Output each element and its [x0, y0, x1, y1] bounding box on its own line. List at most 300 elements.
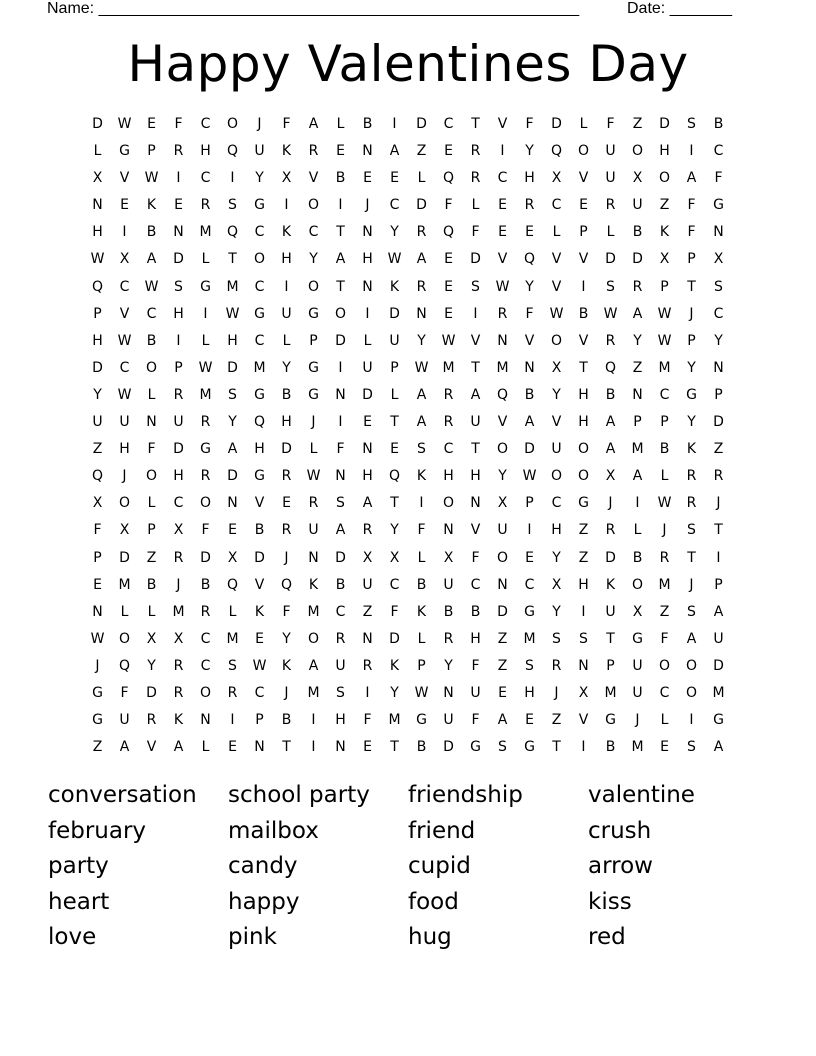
grid-letter[interactable]: U: [632, 684, 643, 701]
grid-letter[interactable]: Y: [282, 630, 291, 647]
grid-letter[interactable]: D: [335, 549, 346, 566]
grid-letter[interactable]: B: [470, 603, 481, 620]
grid-letter[interactable]: G: [254, 386, 265, 403]
grid-letter[interactable]: S: [687, 603, 696, 620]
grid-letter[interactable]: F: [525, 305, 534, 322]
grid-letter[interactable]: A: [713, 739, 724, 756]
grid-letter[interactable]: Z: [416, 143, 427, 160]
grid-letter[interactable]: Q: [226, 143, 239, 160]
grid-letter[interactable]: S: [525, 657, 534, 674]
grid-letter[interactable]: Q: [91, 278, 104, 295]
grid-letter[interactable]: E: [228, 739, 237, 756]
grid-letter[interactable]: O: [199, 684, 212, 701]
grid-letter[interactable]: A: [389, 143, 400, 160]
grid-letter[interactable]: N: [92, 197, 103, 214]
grid-letter[interactable]: W: [252, 657, 267, 674]
grid-letter[interactable]: E: [525, 712, 534, 729]
grid-letter[interactable]: R: [281, 468, 292, 485]
grid-letter[interactable]: E: [444, 305, 453, 322]
grid-letter[interactable]: G: [254, 305, 265, 322]
grid-letter[interactable]: N: [443, 522, 454, 539]
grid-letter[interactable]: I: [365, 305, 370, 322]
grid-letter[interactable]: K: [281, 143, 292, 160]
grid-letter[interactable]: X: [713, 251, 724, 268]
grid-letter[interactable]: L: [579, 116, 588, 132]
grid-letter[interactable]: S: [687, 739, 696, 756]
grid-letter[interactable]: U: [632, 657, 643, 674]
grid-letter[interactable]: G: [92, 712, 103, 729]
grid-letter[interactable]: C: [659, 684, 670, 701]
grid-letter[interactable]: I: [419, 495, 424, 512]
grid-letter[interactable]: Y: [444, 657, 453, 674]
grid-letter[interactable]: H: [443, 468, 454, 485]
grid-letter[interactable]: V: [578, 712, 589, 729]
grid-letter[interactable]: H: [92, 224, 103, 241]
grid-letter[interactable]: E: [390, 441, 399, 458]
grid-letter[interactable]: I: [230, 712, 235, 729]
grid-letter[interactable]: F: [363, 712, 372, 729]
grid-letter[interactable]: G: [524, 603, 535, 620]
grid-letter[interactable]: G: [470, 739, 481, 756]
grid-letter[interactable]: N: [362, 441, 373, 458]
grid-letter[interactable]: V: [578, 332, 589, 349]
grid-letter[interactable]: Z: [92, 441, 103, 458]
grid-letter[interactable]: W: [144, 170, 159, 187]
grid-letter[interactable]: D: [173, 441, 184, 458]
grid-letter[interactable]: N: [146, 414, 157, 431]
grid-letter[interactable]: A: [416, 414, 427, 431]
grid-letter[interactable]: N: [254, 739, 265, 756]
grid-letter[interactable]: D: [551, 116, 562, 132]
grid-letter[interactable]: H: [524, 684, 535, 701]
grid-letter[interactable]: H: [578, 414, 589, 431]
grid-letter[interactable]: N: [497, 332, 508, 349]
grid-letter[interactable]: G: [632, 630, 643, 647]
grid-letter[interactable]: U: [92, 414, 103, 431]
grid-letter[interactable]: P: [687, 332, 696, 349]
grid-letter[interactable]: O: [145, 359, 158, 376]
grid-letter[interactable]: J: [635, 712, 640, 729]
grid-letter[interactable]: W: [603, 305, 618, 322]
grid-letter[interactable]: Q: [496, 386, 509, 403]
grid-letter[interactable]: X: [389, 549, 400, 566]
grid-letter[interactable]: K: [686, 441, 697, 458]
grid-letter[interactable]: J: [95, 657, 100, 674]
grid-letter[interactable]: R: [200, 197, 211, 214]
grid-letter[interactable]: W: [441, 332, 456, 349]
grid-letter[interactable]: D: [524, 441, 535, 458]
grid-letter[interactable]: C: [335, 603, 346, 620]
grid-letter[interactable]: A: [632, 468, 643, 485]
grid-letter[interactable]: J: [716, 495, 721, 512]
grid-letter[interactable]: E: [363, 739, 372, 756]
grid-letter[interactable]: T: [687, 549, 696, 566]
grid-letter[interactable]: Q: [226, 224, 239, 241]
grid-letter[interactable]: Q: [604, 359, 617, 376]
grid-letter[interactable]: E: [660, 739, 669, 756]
grid-letter[interactable]: B: [362, 116, 373, 132]
grid-letter[interactable]: N: [416, 305, 427, 322]
grid-letter[interactable]: C: [200, 116, 211, 132]
grid-letter[interactable]: P: [633, 414, 642, 431]
grid-letter[interactable]: F: [120, 684, 129, 701]
grid-letter[interactable]: M: [631, 441, 644, 458]
grid-letter[interactable]: A: [605, 414, 616, 431]
grid-letter[interactable]: T: [606, 630, 615, 647]
grid-letter[interactable]: H: [173, 305, 184, 322]
grid-letter[interactable]: F: [714, 170, 723, 187]
grid-letter[interactable]: X: [173, 630, 184, 647]
grid-letter[interactable]: X: [362, 549, 373, 566]
grid-letter[interactable]: A: [605, 441, 616, 458]
grid-letter[interactable]: N: [713, 359, 724, 376]
grid-letter[interactable]: O: [253, 251, 266, 268]
grid-letter[interactable]: O: [685, 684, 698, 701]
grid-letter[interactable]: V: [308, 170, 319, 187]
grid-letter[interactable]: L: [120, 603, 129, 620]
grid-letter[interactable]: C: [200, 657, 211, 674]
grid-letter[interactable]: N: [470, 495, 481, 512]
grid-letter[interactable]: Z: [632, 359, 643, 376]
grid-letter[interactable]: O: [307, 278, 320, 295]
grid-letter[interactable]: U: [605, 143, 616, 160]
grid-letter[interactable]: K: [605, 576, 616, 593]
grid-letter[interactable]: W: [657, 332, 672, 349]
grid-letter[interactable]: I: [311, 712, 316, 729]
grid-letter[interactable]: O: [334, 305, 347, 322]
grid-letter[interactable]: T: [390, 414, 399, 431]
grid-letter[interactable]: R: [173, 386, 184, 403]
grid-letter[interactable]: C: [173, 495, 184, 512]
grid-letter[interactable]: E: [525, 224, 534, 241]
grid-letter[interactable]: D: [416, 197, 427, 214]
grid-letter[interactable]: O: [550, 468, 563, 485]
grid-letter[interactable]: F: [444, 197, 453, 214]
grid-letter[interactable]: Y: [714, 332, 723, 349]
grid-letter[interactable]: C: [254, 684, 265, 701]
grid-letter[interactable]: R: [308, 143, 319, 160]
grid-letter[interactable]: H: [173, 468, 184, 485]
grid-letter[interactable]: F: [606, 116, 615, 132]
grid-letter[interactable]: Z: [362, 603, 373, 620]
grid-letter[interactable]: I: [392, 116, 397, 132]
grid-letter[interactable]: V: [551, 251, 562, 268]
grid-letter[interactable]: N: [443, 684, 454, 701]
grid-letter[interactable]: D: [227, 468, 238, 485]
grid-letter[interactable]: R: [173, 684, 184, 701]
grid-letter[interactable]: R: [659, 549, 670, 566]
grid-letter[interactable]: O: [658, 657, 671, 674]
grid-letter[interactable]: N: [713, 224, 724, 241]
grid-letter[interactable]: Z: [578, 549, 589, 566]
grid-letter[interactable]: U: [389, 332, 400, 349]
grid-letter[interactable]: V: [470, 522, 481, 539]
grid-letter[interactable]: B: [713, 116, 724, 132]
grid-letter[interactable]: R: [470, 170, 481, 187]
grid-letter[interactable]: N: [632, 386, 643, 403]
grid-letter[interactable]: A: [497, 712, 508, 729]
grid-letter[interactable]: R: [173, 549, 184, 566]
grid-letter[interactable]: Y: [687, 359, 696, 376]
grid-letter[interactable]: R: [470, 143, 481, 160]
grid-letter[interactable]: T: [579, 359, 588, 376]
grid-letter[interactable]: U: [308, 522, 319, 539]
grid-letter[interactable]: R: [605, 332, 616, 349]
grid-letter[interactable]: U: [470, 684, 481, 701]
grid-letter[interactable]: S: [714, 278, 723, 295]
grid-letter[interactable]: L: [147, 495, 156, 512]
grid-letter[interactable]: D: [335, 332, 346, 349]
grid-letter[interactable]: T: [714, 522, 723, 539]
grid-letter[interactable]: E: [363, 414, 372, 431]
grid-letter[interactable]: A: [227, 441, 238, 458]
grid-letter[interactable]: C: [497, 170, 508, 187]
grid-letter[interactable]: X: [119, 522, 130, 539]
grid-letter[interactable]: D: [92, 359, 103, 376]
grid-letter[interactable]: Q: [523, 251, 536, 268]
grid-letter[interactable]: M: [226, 630, 239, 647]
grid-letter[interactable]: P: [714, 576, 723, 593]
grid-letter[interactable]: Q: [280, 576, 293, 593]
grid-letter[interactable]: Z: [659, 197, 670, 214]
grid-letter[interactable]: A: [335, 522, 346, 539]
grid-letter[interactable]: E: [120, 197, 129, 214]
grid-letter[interactable]: U: [497, 522, 508, 539]
grid-letter[interactable]: O: [658, 170, 671, 187]
grid-letter[interactable]: J: [689, 305, 694, 322]
grid-letter[interactable]: T: [687, 278, 696, 295]
grid-letter[interactable]: E: [390, 170, 399, 187]
grid-letter[interactable]: M: [658, 359, 671, 376]
grid-letter[interactable]: Z: [551, 712, 562, 729]
grid-letter[interactable]: G: [308, 359, 319, 376]
grid-letter[interactable]: A: [524, 414, 535, 431]
grid-letter[interactable]: B: [335, 170, 346, 187]
grid-letter[interactable]: W: [495, 278, 510, 295]
grid-letter[interactable]: P: [606, 657, 615, 674]
grid-letter[interactable]: L: [660, 712, 669, 729]
grid-letter[interactable]: B: [605, 386, 616, 403]
grid-letter[interactable]: M: [307, 684, 320, 701]
grid-letter[interactable]: M: [307, 603, 320, 620]
grid-letter[interactable]: I: [689, 143, 694, 160]
grid-letter[interactable]: U: [335, 657, 346, 674]
grid-letter[interactable]: O: [577, 441, 590, 458]
grid-letter[interactable]: O: [496, 441, 509, 458]
grid-letter[interactable]: B: [416, 739, 427, 756]
grid-letter[interactable]: D: [659, 116, 670, 132]
date-field[interactable]: Date: _______: [627, 0, 732, 17]
grid-letter[interactable]: O: [550, 332, 563, 349]
grid-letter[interactable]: O: [226, 116, 239, 132]
grid-letter[interactable]: Z: [578, 522, 589, 539]
grid-letter[interactable]: H: [227, 332, 238, 349]
grid-letter[interactable]: G: [200, 441, 211, 458]
grid-letter[interactable]: R: [632, 278, 643, 295]
grid-letter[interactable]: J: [176, 576, 181, 593]
grid-letter[interactable]: D: [389, 630, 400, 647]
grid-letter[interactable]: Q: [442, 224, 455, 241]
grid-letter[interactable]: J: [608, 495, 613, 512]
grid-letter[interactable]: C: [200, 170, 211, 187]
grid-letter[interactable]: G: [254, 468, 265, 485]
grid-letter[interactable]: K: [389, 657, 400, 674]
grid-letter[interactable]: W: [90, 630, 105, 647]
grid-letter[interactable]: K: [389, 278, 400, 295]
grid-letter[interactable]: F: [471, 224, 480, 241]
grid-letter[interactable]: X: [632, 170, 643, 187]
grid-letter[interactable]: D: [470, 251, 481, 268]
grid-letter[interactable]: O: [199, 495, 212, 512]
grid-letter[interactable]: E: [579, 197, 588, 214]
grid-letter[interactable]: U: [173, 414, 184, 431]
grid-letter[interactable]: W: [198, 359, 213, 376]
grid-letter[interactable]: W: [657, 495, 672, 512]
grid-letter[interactable]: C: [389, 576, 400, 593]
grid-letter[interactable]: U: [119, 414, 130, 431]
grid-letter[interactable]: T: [390, 739, 399, 756]
grid-letter[interactable]: O: [577, 143, 590, 160]
grid-letter[interactable]: Y: [498, 468, 507, 485]
grid-letter[interactable]: X: [578, 684, 589, 701]
grid-letter[interactable]: F: [390, 603, 399, 620]
grid-letter[interactable]: V: [119, 305, 130, 322]
grid-letter[interactable]: L: [201, 332, 210, 349]
grid-letter[interactable]: I: [581, 603, 586, 620]
grid-letter[interactable]: P: [255, 712, 264, 729]
grid-letter[interactable]: E: [498, 684, 507, 701]
grid-letter[interactable]: D: [497, 603, 508, 620]
grid-letter[interactable]: P: [660, 414, 669, 431]
grid-letter[interactable]: R: [551, 657, 562, 674]
grid-letter[interactable]: F: [282, 603, 291, 620]
grid-letter[interactable]: C: [443, 116, 454, 132]
grid-letter[interactable]: B: [146, 224, 157, 241]
grid-letter[interactable]: U: [281, 305, 292, 322]
grid-letter[interactable]: B: [146, 576, 157, 593]
grid-letter[interactable]: S: [174, 278, 183, 295]
grid-letter[interactable]: M: [496, 359, 509, 376]
grid-letter[interactable]: U: [119, 712, 130, 729]
grid-letter[interactable]: L: [660, 468, 669, 485]
grid-letter[interactable]: X: [659, 251, 670, 268]
grid-letter[interactable]: H: [578, 386, 589, 403]
grid-letter[interactable]: B: [632, 224, 643, 241]
grid-letter[interactable]: M: [523, 630, 536, 647]
grid-letter[interactable]: N: [173, 224, 184, 241]
grid-letter[interactable]: Y: [525, 278, 534, 295]
grid-letter[interactable]: V: [254, 576, 265, 593]
grid-letter[interactable]: S: [498, 739, 507, 756]
grid-letter[interactable]: S: [579, 630, 588, 647]
grid-letter[interactable]: J: [284, 549, 289, 566]
grid-letter[interactable]: Q: [442, 170, 455, 187]
grid-letter[interactable]: N: [578, 657, 589, 674]
grid-letter[interactable]: S: [471, 278, 480, 295]
grid-letter[interactable]: W: [387, 251, 402, 268]
grid-letter[interactable]: B: [659, 441, 670, 458]
grid-letter[interactable]: P: [174, 359, 183, 376]
grid-letter[interactable]: J: [662, 522, 667, 539]
grid-letter[interactable]: R: [200, 468, 211, 485]
grid-letter[interactable]: U: [362, 576, 373, 593]
grid-letter[interactable]: L: [201, 251, 210, 268]
grid-letter[interactable]: O: [685, 657, 698, 674]
grid-letter[interactable]: O: [496, 549, 509, 566]
grid-letter[interactable]: W: [657, 305, 672, 322]
grid-letter[interactable]: H: [335, 712, 346, 729]
grid-letter[interactable]: D: [254, 549, 265, 566]
grid-letter[interactable]: N: [227, 495, 238, 512]
grid-letter[interactable]: N: [335, 386, 346, 403]
grid-letter[interactable]: C: [200, 630, 211, 647]
grid-letter[interactable]: P: [147, 143, 156, 160]
grid-letter[interactable]: W: [117, 332, 132, 349]
grid-letter[interactable]: B: [416, 576, 427, 593]
grid-letter[interactable]: Y: [525, 143, 534, 160]
grid-letter[interactable]: X: [551, 576, 562, 593]
grid-letter[interactable]: D: [605, 251, 616, 268]
grid-letter[interactable]: M: [199, 386, 212, 403]
grid-letter[interactable]: R: [605, 522, 616, 539]
grid-letter[interactable]: I: [473, 305, 478, 322]
grid-letter[interactable]: W: [549, 305, 564, 322]
grid-letter[interactable]: B: [281, 386, 292, 403]
grid-letter[interactable]: A: [632, 305, 643, 322]
grid-letter[interactable]: P: [309, 332, 318, 349]
grid-letter[interactable]: V: [524, 332, 535, 349]
grid-letter[interactable]: G: [713, 712, 724, 729]
grid-letter[interactable]: B: [524, 386, 535, 403]
grid-letter[interactable]: A: [362, 495, 373, 512]
grid-letter[interactable]: N: [362, 143, 373, 160]
grid-letter[interactable]: X: [632, 603, 643, 620]
grid-letter[interactable]: V: [254, 495, 265, 512]
grid-letter[interactable]: Q: [388, 468, 401, 485]
grid-letter[interactable]: P: [525, 495, 534, 512]
grid-letter[interactable]: S: [336, 495, 345, 512]
grid-letter[interactable]: Y: [228, 414, 237, 431]
name-field[interactable]: Name: ______________________________________________________: [47, 0, 580, 17]
grid-letter[interactable]: R: [524, 197, 535, 214]
grid-letter[interactable]: C: [146, 305, 157, 322]
grid-letter[interactable]: D: [227, 359, 238, 376]
grid-letter[interactable]: Y: [417, 332, 426, 349]
grid-letter[interactable]: M: [631, 739, 644, 756]
grid-letter[interactable]: M: [604, 684, 617, 701]
grid-letter[interactable]: D: [713, 657, 724, 674]
grid-letter[interactable]: H: [362, 251, 373, 268]
grid-letter[interactable]: W: [522, 468, 537, 485]
grid-letter[interactable]: N: [200, 712, 211, 729]
grid-letter[interactable]: X: [443, 549, 454, 566]
grid-letter[interactable]: S: [687, 116, 696, 132]
grid-letter[interactable]: K: [146, 197, 157, 214]
grid-letter[interactable]: X: [605, 468, 616, 485]
grid-letter[interactable]: E: [444, 278, 453, 295]
grid-letter[interactable]: Q: [253, 414, 266, 431]
grid-letter[interactable]: I: [338, 197, 343, 214]
grid-letter[interactable]: E: [363, 170, 372, 187]
grid-letter[interactable]: G: [524, 739, 535, 756]
grid-letter[interactable]: F: [147, 441, 156, 458]
grid-letter[interactable]: I: [311, 739, 316, 756]
grid-letter[interactable]: L: [417, 170, 426, 187]
grid-letter[interactable]: K: [281, 657, 292, 674]
grid-letter[interactable]: D: [713, 414, 724, 431]
grid-letter[interactable]: T: [228, 251, 237, 268]
grid-letter[interactable]: S: [417, 441, 426, 458]
